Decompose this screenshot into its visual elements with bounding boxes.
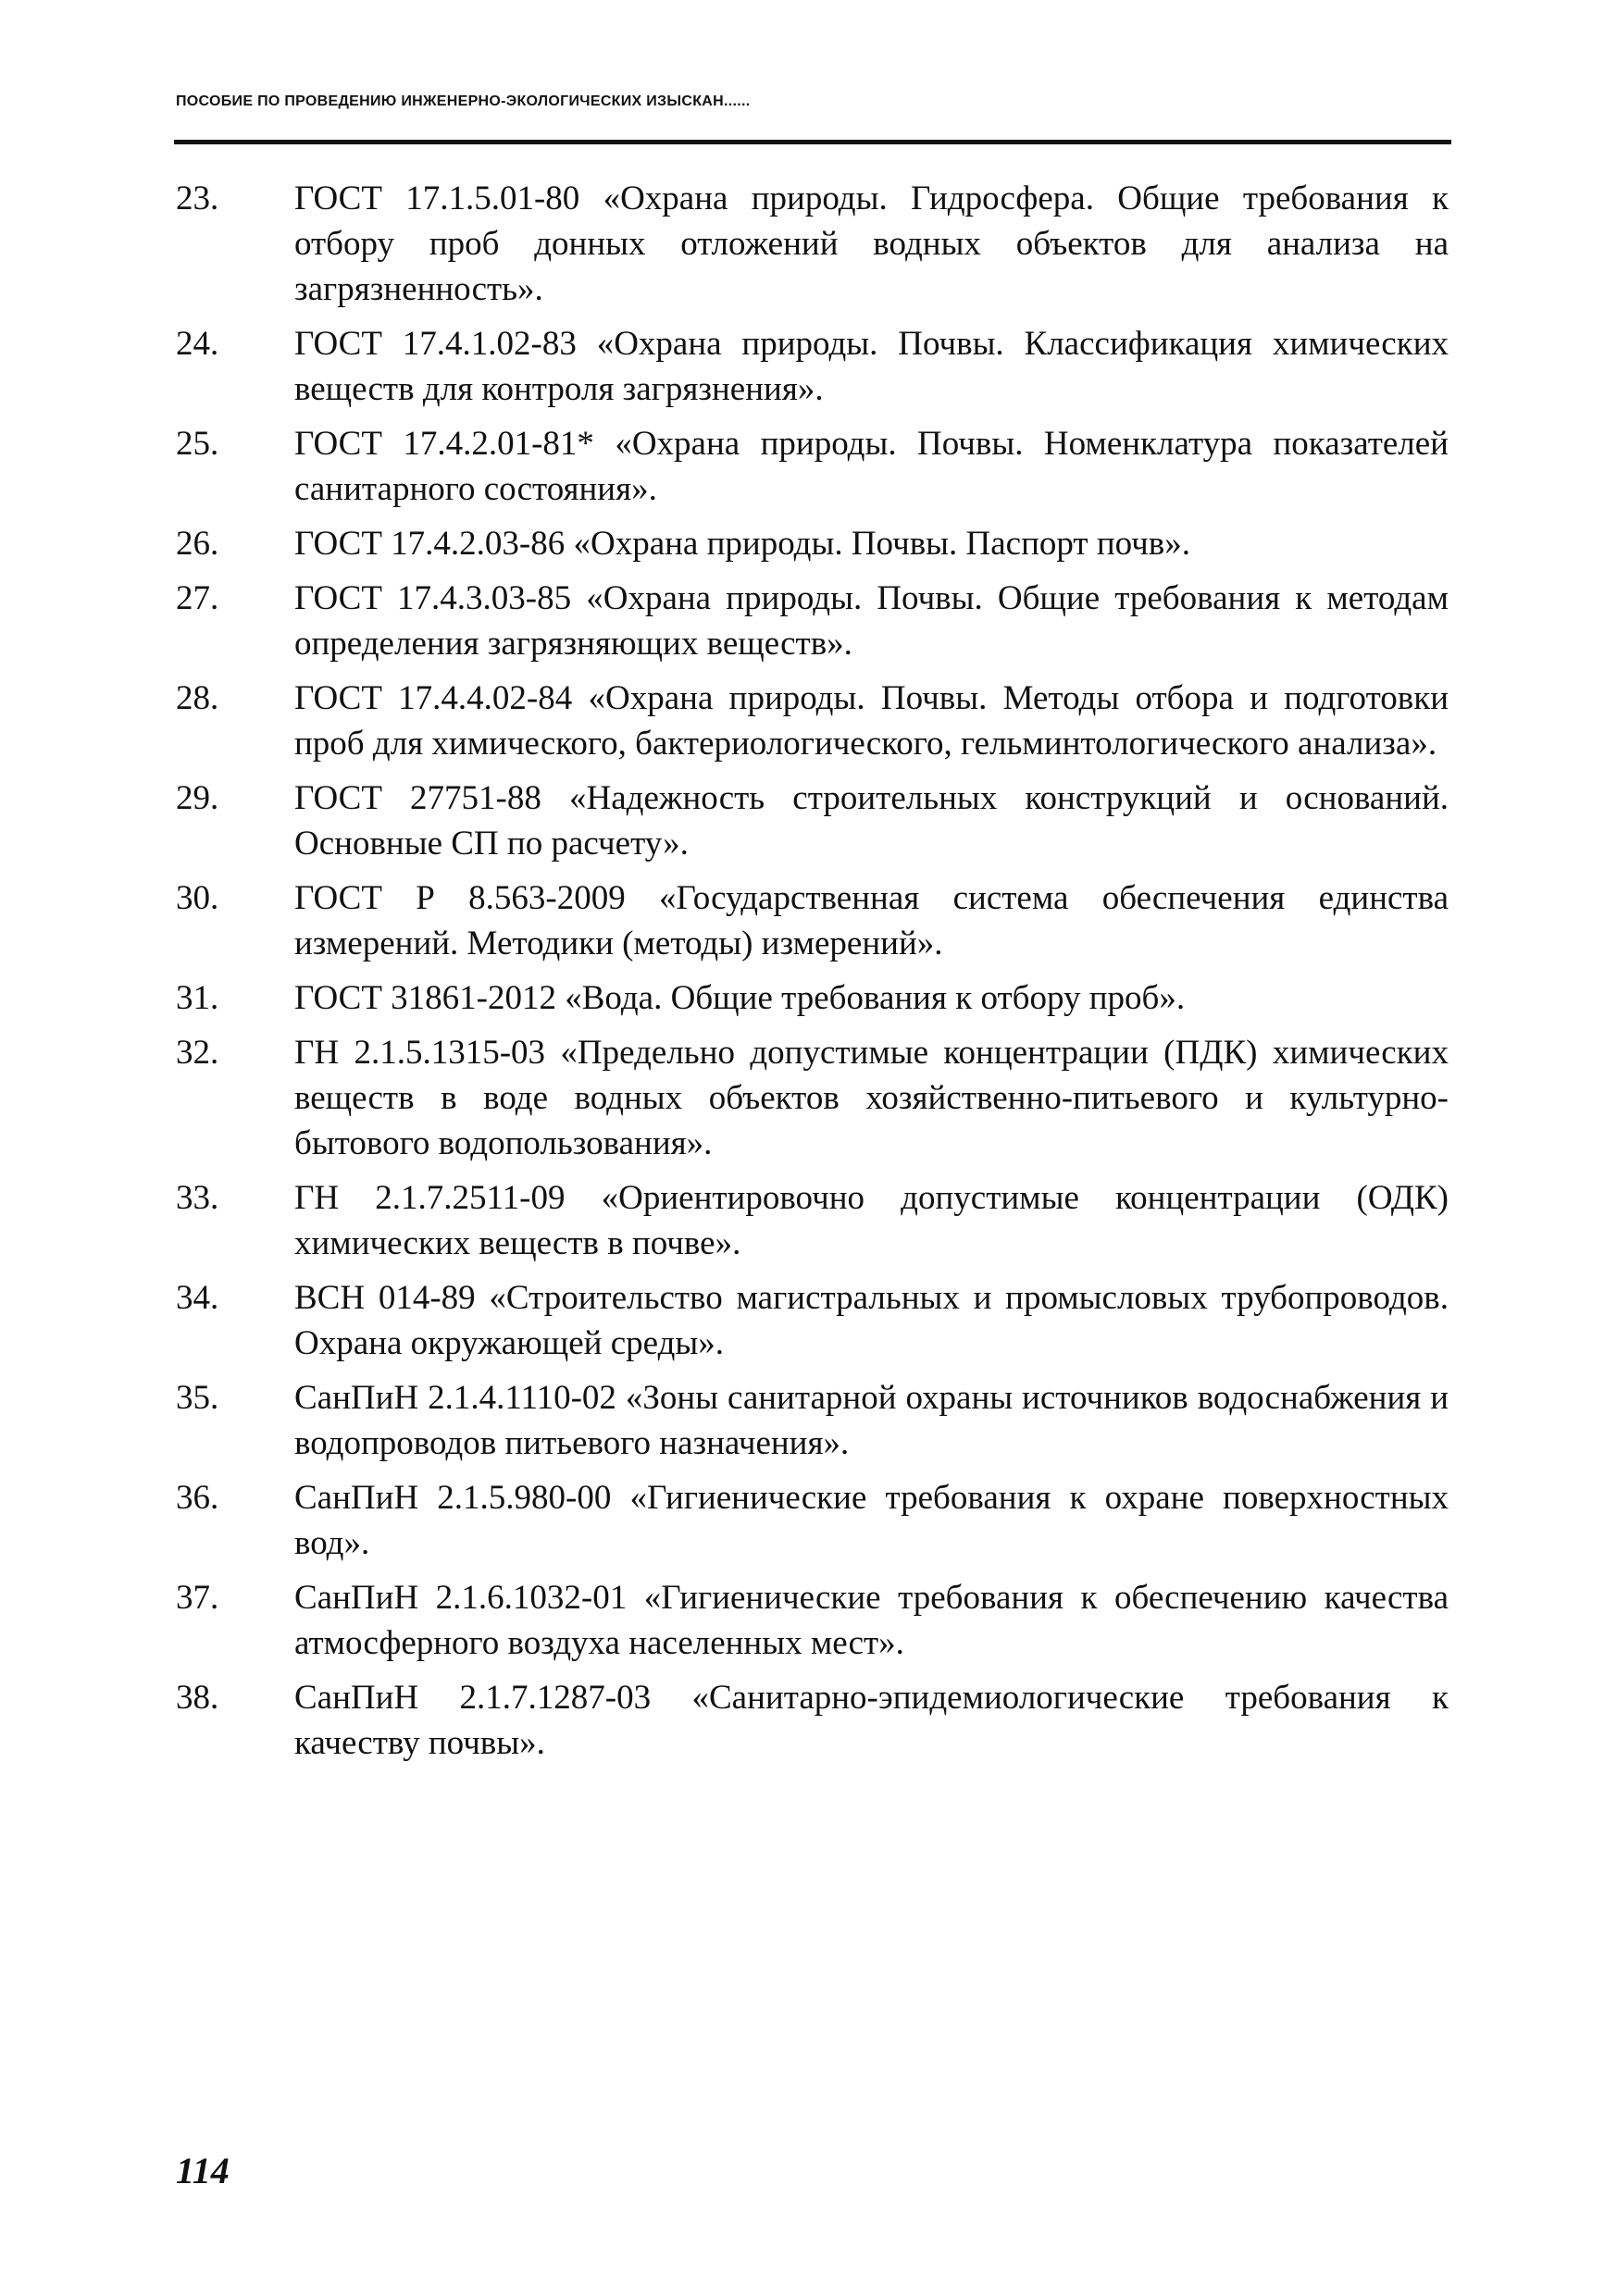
reference-item	[176, 176, 1449, 312]
reference-number: 29.	[176, 779, 219, 817]
reference-text: СанПиН 2.1.6.1032-01 «Гигиенические требования к обеспечению качества атмосферного воздуха населенных мест».	[294, 1579, 1449, 1662]
reference-item	[176, 521, 1449, 566]
reference-number: 24.	[176, 325, 219, 363]
reference-text: СанПиН 2.1.7.1287-03 «Санитарно-эпидемиологические требования к качеству почвы».	[294, 1679, 1449, 1762]
reference-text: ГОСТ 17.4.2.01-81* «Охрана природы. Почвы. Номенклатура показателей санитарного состояния».	[294, 425, 1449, 508]
reference-item	[176, 776, 1449, 866]
reference-text: ГОСТ 17.4.1.02-83 «Охрана природы. Почвы. Классификация химических веществ для контроля загрязнения».	[294, 325, 1449, 408]
reference-number: 36.	[176, 1479, 219, 1517]
reference-item	[176, 321, 1449, 412]
reference-text: ГОСТ 17.1.5.01-80 «Охрана природы. Гидросфера. Общие требования к отбору проб донных отложений водных объектов для анализа на загрязненность».	[294, 180, 1449, 308]
reference-number: 31.	[176, 979, 219, 1017]
reference-number: 37.	[176, 1579, 219, 1617]
reference-number: 27.	[176, 579, 219, 617]
reference-number: 34.	[176, 1279, 219, 1317]
reference-item	[176, 1675, 1449, 1766]
reference-number: 30.	[176, 879, 219, 917]
reference-text: ВСН 014-89 «Строительство магистральных и промысловых трубопроводов. Охрана окружающей среды».	[294, 1279, 1449, 1362]
reference-item	[176, 1175, 1449, 1266]
reference-item	[176, 1375, 1449, 1466]
reference-item	[176, 1030, 1449, 1166]
reference-number: 38.	[176, 1679, 219, 1717]
reference-text: ГН 2.1.5.1315-03 «Предельно допустимые концентрации (ПДК) химических веществ в воде водных объектов хозяйственно-питьевого и культурно-бытового водопользования».	[294, 1034, 1449, 1162]
reference-text: ГОСТ 17.4.4.02-84 «Охрана природы. Почвы. Методы отбора и подготовки проб для химического, бактериологического, гельминтологического анализа».	[294, 679, 1449, 763]
reference-text: СанПиН 2.1.5.980-00 «Гигиенические требования к охране поверхностных вод».	[294, 1479, 1449, 1562]
reference-item	[176, 421, 1449, 512]
reference-number: 26.	[176, 525, 219, 563]
header-divider	[174, 140, 1451, 144]
reference-number: 25.	[176, 425, 219, 463]
reference-item	[176, 975, 1449, 1021]
reference-text: СанПиН 2.1.4.1110-02 «Зоны санитарной охраны источников водоснабжения и водопроводов питьевого назначения».	[294, 1379, 1449, 1462]
reference-text: ГОСТ 17.4.3.03-85 «Охрана природы. Почвы. Общие требования к методам определения загрязняющих веществ».	[294, 579, 1449, 663]
reference-item	[176, 1575, 1449, 1666]
reference-number: 23.	[176, 180, 219, 217]
reference-text: ГН 2.1.7.2511-09 «Ориентировочно допустимые концентрации (ОДК) химических веществ в почве».	[294, 1179, 1449, 1262]
reference-number: 32.	[176, 1034, 219, 1072]
reference-number: 35.	[176, 1379, 219, 1417]
reference-text: ГОСТ 27751-88 «Надежность строительных конструкций и оснований. Основные СП по расчету».	[294, 779, 1449, 863]
reference-item	[176, 676, 1449, 766]
reference-text: ГОСТ 31861-2012 «Вода. Общие требования к отбору проб».	[294, 979, 1186, 1017]
page-number: 114	[176, 2150, 230, 2191]
reference-item	[176, 875, 1449, 966]
reference-item	[176, 1475, 1449, 1566]
running-header: ПОСОБИЕ ПО ПРОВЕДЕНИЮ ИНЖЕНЕРНО-ЭКОЛОГИЧЕСКИХ ИЗЫСКАН......	[176, 93, 751, 109]
reference-item	[176, 576, 1449, 666]
reference-number: 33.	[176, 1179, 219, 1217]
reference-number: 28.	[176, 679, 219, 717]
reference-text: ГОСТ Р 8.563-2009 «Государственная система обеспечения единства измерений. Методики (методы) измерений».	[294, 879, 1449, 962]
reference-text: ГОСТ 17.4.2.03-86 «Охрана природы. Почвы. Паспорт почв».	[294, 525, 1190, 563]
reference-list	[176, 176, 1449, 1775]
reference-item	[176, 1275, 1449, 1366]
